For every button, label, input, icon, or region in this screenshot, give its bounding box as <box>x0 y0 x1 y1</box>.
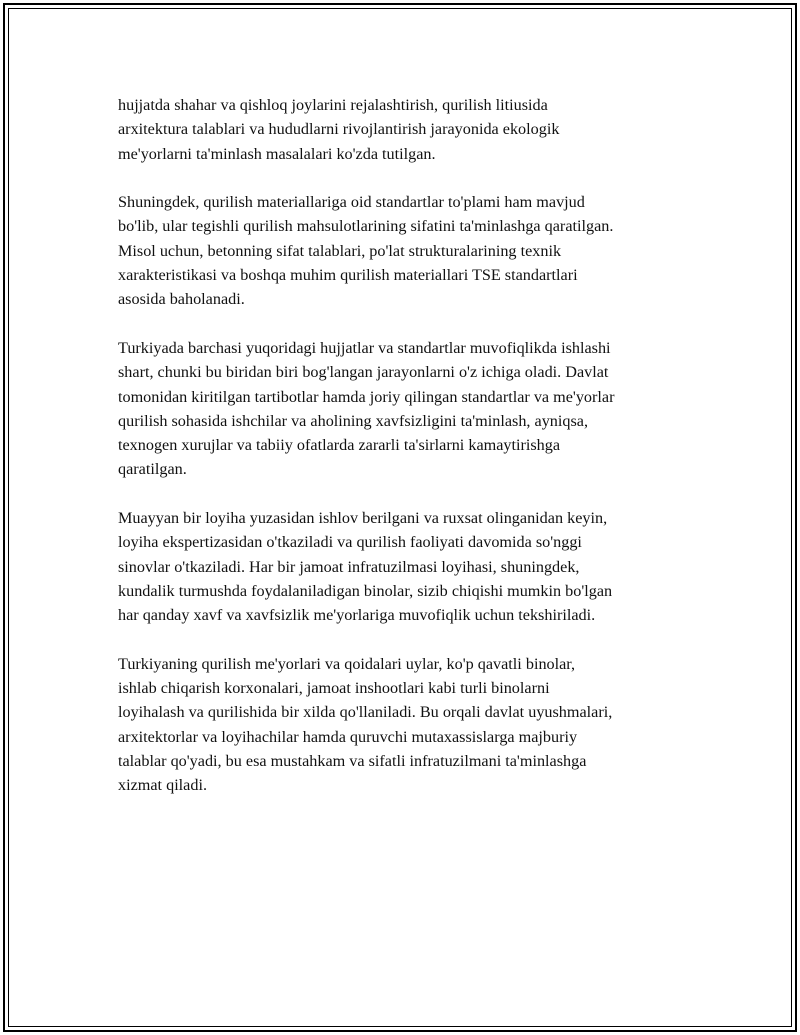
text-line: talablar qo'yadi, bu esa mustahkam va sifatli infratuzilmani ta'minlashga <box>118 752 587 771</box>
text-line: arxitektura talablari va hududlarni rivojlantirish jarayonida ekologik <box>118 120 560 139</box>
text-line: Misol uchun, betonning sifat talablari, po'lat strukturalarining texnik <box>118 241 562 260</box>
text-line: ishlab chiqarish korxonalari, jamoat inshootlari kabi turli binolarni <box>118 679 550 698</box>
text-line: shart, chunki bu biridan biri bog'langan jarayonlarni o'z ichiga oladi. Davlat <box>118 363 609 382</box>
paragraph-5 <box>118 652 688 798</box>
paragraph-3 <box>118 336 688 482</box>
paragraph-2 <box>118 190 688 311</box>
text-line: Shuningdek, qurilish materiallariga oid standartlar to'plami ham mavjud <box>118 193 585 212</box>
text-line: me'yorlarni ta'minlash masalalari ko'zda tutilgan. <box>118 144 436 163</box>
text-line: sinovlar o'tkaziladi. Har bir jamoat infratuzilmasi loyihasi, shuningdek, <box>118 557 580 576</box>
text-line: hujjatda shahar va qishloq joylarini rejalashtirish, qurilish litiusida <box>118 96 548 114</box>
text-line: xizmat qiladi. <box>118 776 208 795</box>
text-line: Turkiyaning qurilish me'yorlari va qoidalari uylar, ko'p qavatli binolar, <box>118 654 576 673</box>
text-line: loyiha ekspertizasidan o'tkaziladi va qurilish faoliyati davomida so'nggi <box>118 533 582 552</box>
text-line: asosida baholanadi. <box>118 290 245 309</box>
text-line: har qanday xavf va xavfsizlik me'yorlariga muvofiqlik uchun tekshiriladi. <box>118 606 596 625</box>
document-body <box>118 93 688 822</box>
text-line: qaratilgan. <box>118 460 187 479</box>
text-line: qurilish sohasida ishchilar va aholining xavfsizligini ta'minlash, ayniqsa, <box>118 411 589 430</box>
paragraph-1 <box>118 93 688 166</box>
text-line: bo'lib, ular tegishli qurilish mahsulotlarining sifatini ta'minlashga qaratilgan. <box>118 217 614 236</box>
text-line: xarakteristikasi va boshqa muhim qurilish materiallari TSE standartlari <box>118 266 578 285</box>
text-line: loyihalash va qurilishida bir xilda qo'llaniladi. Bu orqali davlat uyushmalari, <box>118 703 613 722</box>
text-line: arxitektorlar va loyihachilar hamda quruvchi mutaxassislarga majburiy <box>118 727 578 746</box>
text-line: tomonidan kiritilgan tartibotlar hamda joriy qilingan standartlar va me'yorlar <box>118 387 615 406</box>
text-line: Muayyan bir loyiha yuzasidan ishlov berilgani va ruxsat olinganidan keyin, <box>118 509 608 528</box>
text-line: kundalik turmushda foydalaniladigan binolar, sizib chiqishi mumkin bo'lgan <box>118 581 613 600</box>
text-line: texnogen xurujlar va tabiiy ofatlarda zararli ta'sirlarni kamaytirishga <box>118 436 561 455</box>
text-line: Turkiyada barchasi yuqoridagi hujjatlar va standartlar muvofiqlikda ishlashi <box>118 338 611 357</box>
paragraph-4 <box>118 506 688 627</box>
